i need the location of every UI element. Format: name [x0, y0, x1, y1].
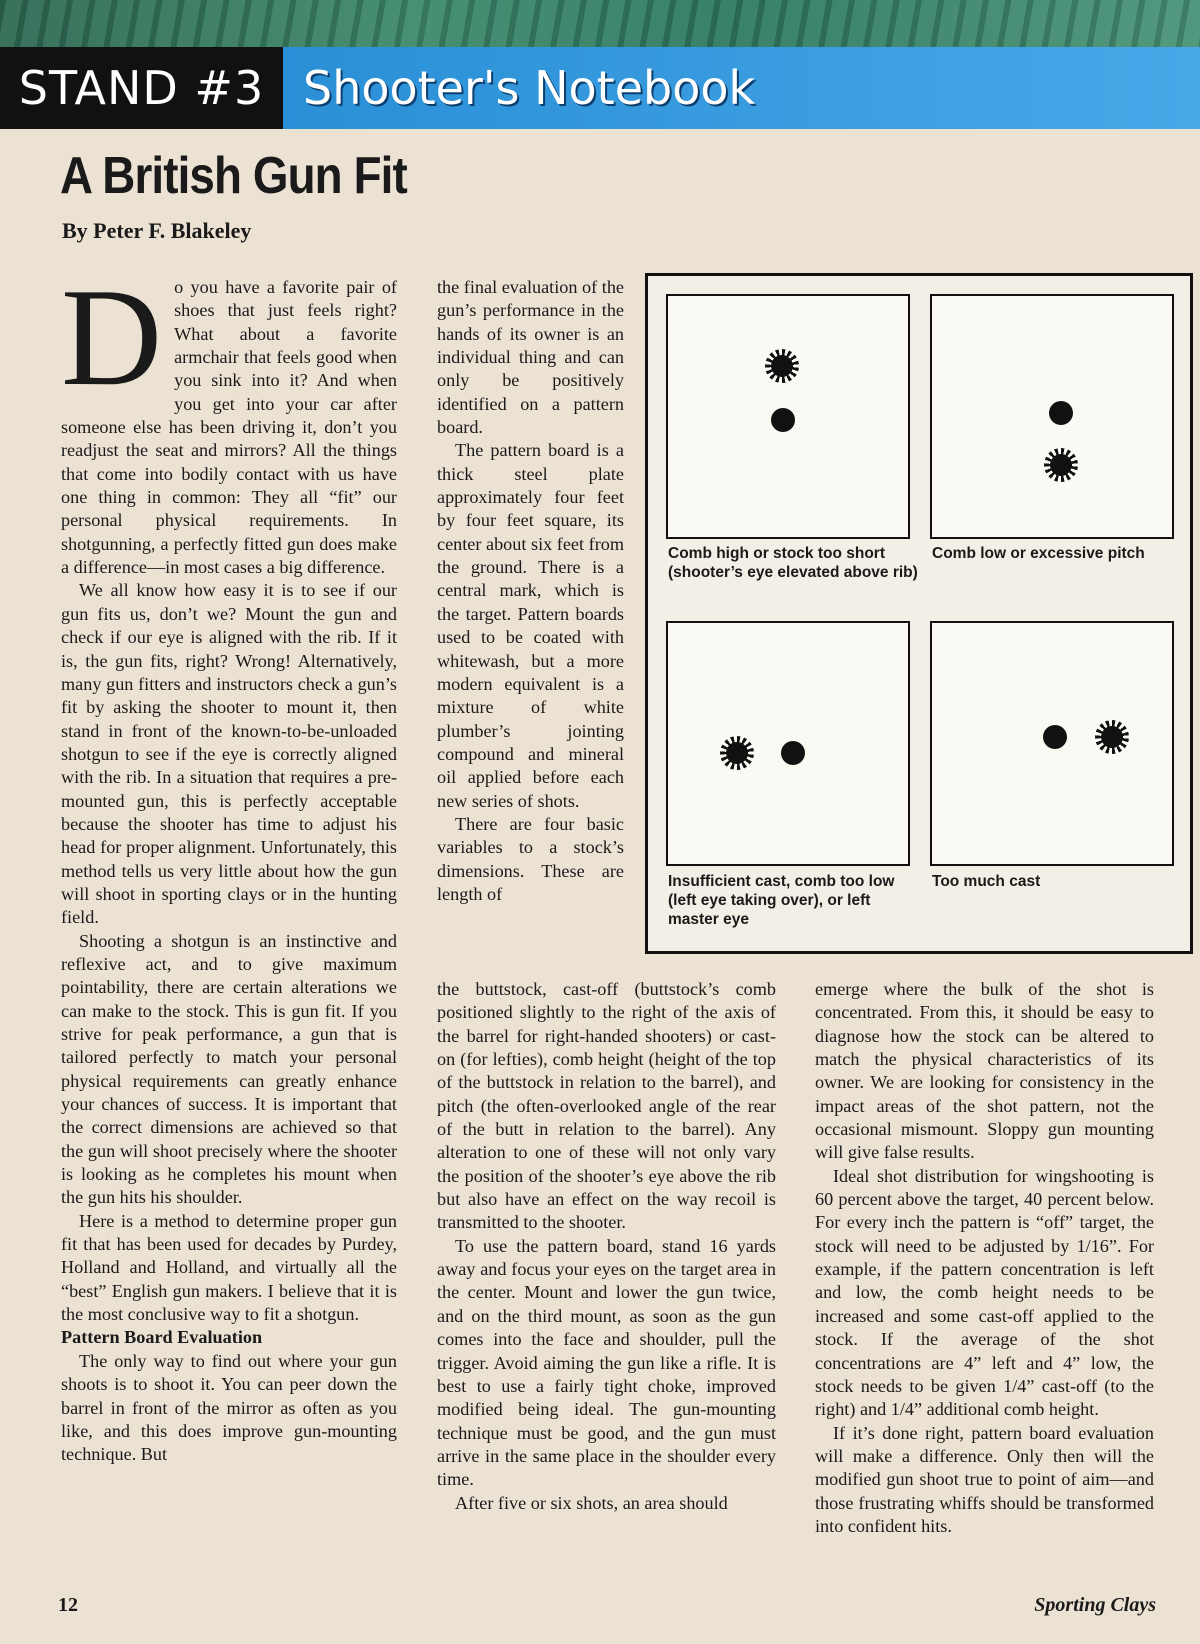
paragraph: We all know how easy it is to see if our gun fits us, don’t we? Mount the gun and check if our eye is aligned with the rib. If it is, the gun fits, right? Wrong! Alternatively, many gun fitters and instructors check a gun’s fit by asking the shooter to mount it, then stand in front of the known-to-be-unloaded shotgun to see if the eye is correctly aligned with the rib. In a situation that requires a pre-mounted gun, this is perfectly acceptable because the shooter has time to adjust his head for proper alignment. Unfortunately, this method tells us very little about how the gun will shoot in sporting clays or in the hunting field. [61, 580, 397, 928]
panel-caption: Comb high or stock too short (shooter’s eye elevated above rib) [668, 545, 918, 581]
magazine-name: Sporting Clays [1034, 1594, 1156, 1616]
header-photo-strip [0, 0, 1200, 50]
pattern-panel-1 [666, 294, 910, 539]
column-1 [61, 260, 397, 1467]
shot-pattern [1095, 720, 1129, 754]
paragraph: Shooting a shotgun is an instinctive and reflexive act, and to give maximum pointability, there are certain alterations we can make to the stock. This is gun fit. If you strive for peak performance, a gun that is tailored perfectly to match your personal physical requirements can greatly enhance your chances of success. It is important that the correct dimensions are achieved so that the gun will shoot precisely where the shooter is looking as he completes his mount when the gun hits his shoulder. [61, 930, 397, 1208]
section-label: STAND #3 [0, 47, 283, 129]
paragraph: The only way to find out where your gun shoots is to shoot it. You can peer down the barrel in front of the mirror as often as you like, and this does improve gun-mounting technique. But [61, 1350, 397, 1465]
paragraph: The pattern board is a thick steel plate approximately four feet by four feet square, its center about six feet from the ground. There is a central mark, which is the target. Pattern boards used to be coated with whitewash, but a more modern equivalent is a mixture of white plumber’s jointing compound and mineral oil applied before each new series of shots. [437, 440, 624, 811]
article-title: A British Gun Fit [60, 147, 407, 205]
section-banner [0, 47, 1200, 129]
paragraph: Ideal shot distribution for wingshooting is 60 percent above the target, 40 percent below. For every inch the pattern is “off” target, the stock will need to be adjusted by 1/16”. For example, if the pattern concentration is left and low, the comb height needs to be increased and some cast-off applied to the stock. If the average of the shot concentrations are 4” left and 4” low, the stock needs to be given 1/4” cast-off (to the right) and 1/4” additional comb height. [815, 1165, 1154, 1420]
pattern-panel-2 [930, 294, 1174, 539]
column-2-bottom [437, 978, 776, 1515]
target-mark [771, 408, 795, 432]
byline: By Peter F. Blakeley [62, 218, 252, 243]
panel-caption: Insufficient cast, comb too low (left eye taking over), or left master eye [668, 873, 895, 928]
paragraph: To use the pattern board, stand 16 yards away and focus your eyes on the target area in the center. Mount and lower the gun twice, and on the third mount, as soon as the gun comes into the face and shoulder, pull the trigger. Avoid aiming the gun like a rifle. It is best to use a fairly tight choke, improved modified being ideal. The gun-mounting technique must be good, and the gun must arrive in the same place in the shoulder every time. [437, 1235, 776, 1490]
paragraph [61, 260, 397, 579]
column-2-top [437, 276, 624, 906]
panel-caption: Too much cast [932, 873, 1041, 890]
shot-pattern [765, 349, 799, 383]
pattern-board-figure [645, 273, 1193, 954]
pattern-panel-4 [930, 621, 1174, 866]
panel-caption: Comb low or excessive pitch [932, 545, 1145, 562]
paragraph: After five or six shots, an area should [455, 1492, 728, 1513]
paragraph: If it’s done right, pattern board evaluation will make a difference. Only then will the modified gun shoot true to point of aim—and those frustrating whiffs should be transformed into confident hits. [815, 1422, 1154, 1536]
target-mark [1043, 725, 1067, 749]
paragraph-text: o you have a favorite pair of shoes that just feels right? What about a favorite armchair that feels good when you sink into it? And when you get into your car after someone else has been driving it, don’t you readjust the seat and mirrors? All the things that come into bodily contact with us have one thing in common: They all “fit” our personal physical requirements. In shotgunning, a perfectly fitted gun does make a difference—in most cases a big difference. [61, 277, 397, 578]
column-3 [815, 978, 1154, 1538]
paragraph: the final evaluation of the gun’s performance in the hands of its owner is an individual thing and can only be positively identified on a pattern board. [437, 277, 624, 438]
paragraph: Here is a method to determine proper gun fit that has been used for decades by Purdey, Holland and Holland, and virtually all the “best” English gun makers. I believe that it is the most conclusive way to fit a shotgun. [61, 1210, 397, 1325]
target-mark [781, 741, 805, 765]
drop-cap: D [61, 260, 163, 415]
department-label: Shooter's Notebook [283, 47, 1200, 129]
paragraph: emerge where the bulk of the shot is concentrated. From this, it should be easy to diagnose how the stock can be altered to match the physical characteristics of its owner. We are looking for consistency in the impact areas of the shot pattern, not the occasional mismount. Sloppy gun mounting will give false results. [815, 979, 1154, 1163]
paragraph: There are four basic variables to a stock’s dimensions. These are length of [437, 813, 624, 904]
shot-pattern [1044, 448, 1078, 482]
paragraph: the buttstock, cast-off (buttstock’s comb positioned slightly to the right of the axis of the barrel for right-handed shooters) or cast-on (for lefties), comb height (height of the top of the buttstock in relation to the barrel), and pitch (the often-overlooked angle of the rear of the butt in relation to the barrel). Any alteration to one of these will not only vary the position of the shooter’s eye above the rib but also have an effect on the way recoil is transmitted to the shooter. [437, 979, 776, 1233]
pattern-panel-3 [666, 621, 910, 866]
target-mark [1049, 401, 1073, 425]
page-number: 12 [58, 1594, 78, 1616]
subheading: Pattern Board Evaluation [61, 1327, 263, 1348]
shot-pattern [720, 736, 754, 770]
